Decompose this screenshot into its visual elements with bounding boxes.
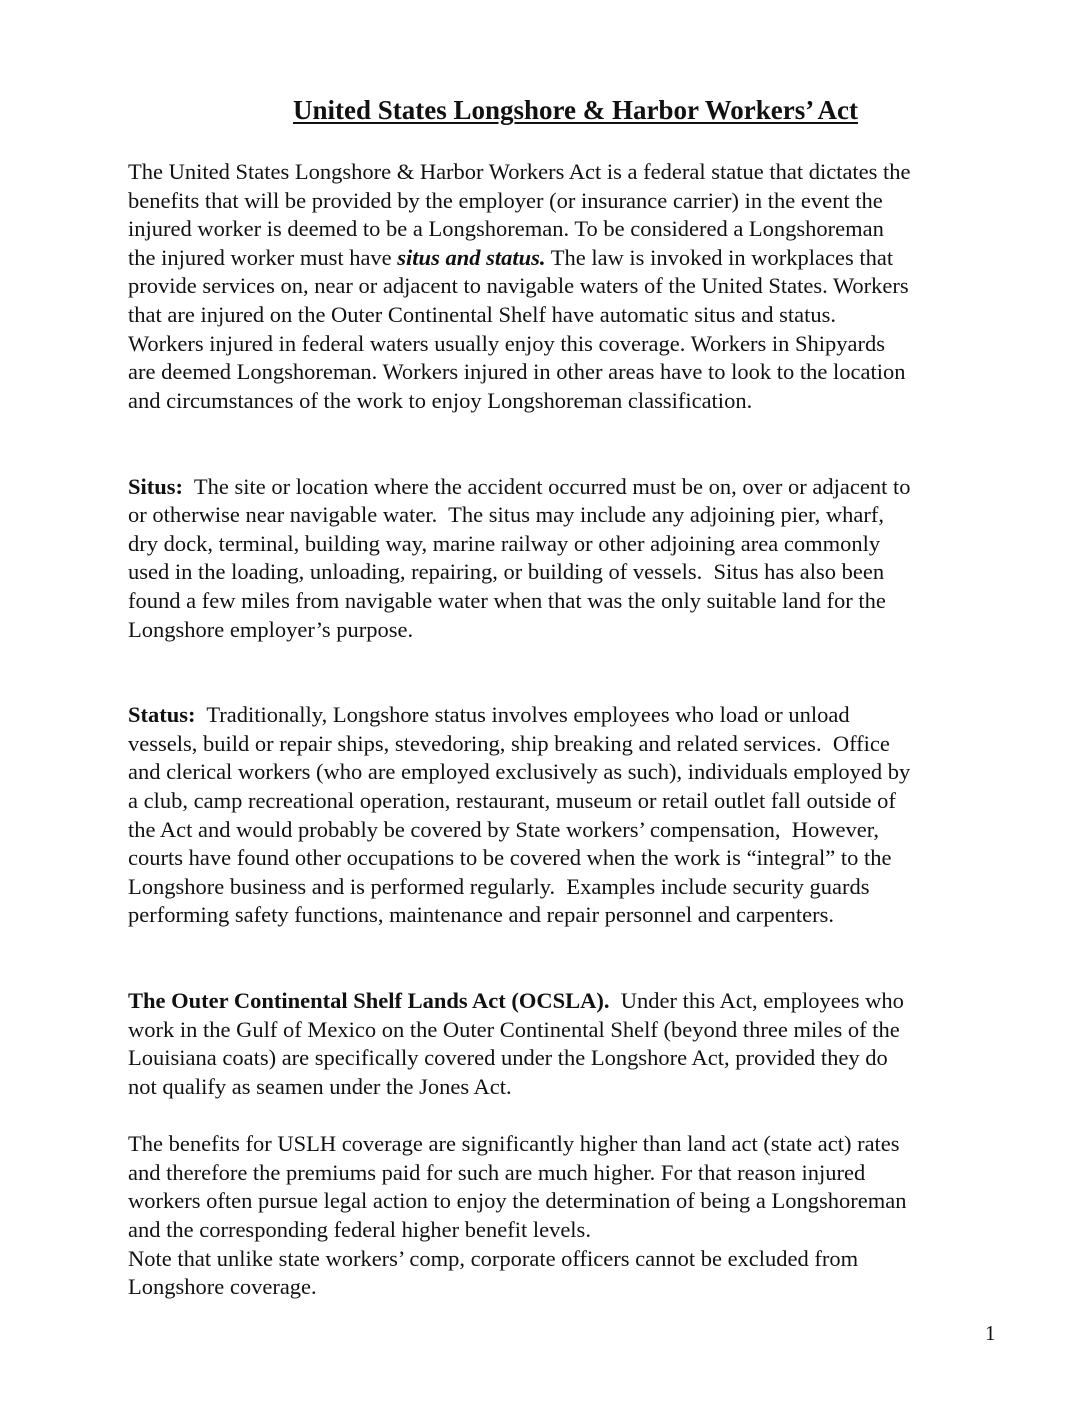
document-title: United States Longshore & Harbor Workers’ Act — [293, 95, 858, 125]
paragraph-gap — [128, 930, 1028, 959]
intro-line — [128, 244, 1028, 273]
situs-line: found a few miles from navigable water when that was the only suitable land for the — [128, 587, 886, 613]
ocsla-line: not qualify as seamen under the Jones Act. — [128, 1074, 512, 1099]
benefits-line: and the corresponding federal higher benefit levels. — [128, 1216, 591, 1242]
ocsla-line: Louisiana coats) are specifically covered under the Longshore Act, provided they do — [128, 1045, 888, 1071]
intro-paragraph — [128, 158, 1028, 415]
status-text: Traditionally, Longshore status involves employees who load or unload — [195, 702, 850, 728]
situs-line: used in the loading, unloading, repairing, or building of vessels. Situs has also been — [128, 559, 885, 585]
status-line: the Act and would probably be covered by State workers’ compensation, However, — [128, 816, 879, 842]
ocsla-label: The Outer Continental Shelf Lands Act (OCSLA). — [128, 988, 610, 1014]
situs-line — [128, 473, 1028, 502]
intro-line: injured worker is deemed to be a Longshoreman. To be considered a Longshoreman — [128, 216, 884, 242]
situs-line: dry dock, terminal, building way, marine railway or other adjoining area commonly — [128, 530, 881, 556]
status-line: Longshore business and is performed regularly. Examples include security guards — [128, 873, 870, 899]
ocsla-line: work in the Gulf of Mexico on the Outer Continental Shelf (beyond three miles of the — [128, 1016, 900, 1042]
benefits-paragraph — [128, 1130, 1028, 1302]
intro-line: Workers injured in federal waters usually enjoy this coverage. Workers in Shipyards — [128, 330, 886, 356]
situs-line: Longshore employer’s purpose. — [128, 616, 414, 642]
intro-line: are deemed Longshoreman. Workers injured in other areas have to look to the location — [128, 359, 906, 385]
status-line: performing safety functions, maintenance and repair personnel and carpenters. — [128, 902, 834, 928]
document-body — [128, 158, 1028, 1302]
status-line: and clerical workers (who are employed exclusively as such), individuals employed by — [128, 759, 911, 785]
situs-line: or otherwise near navigable water. The situs may include any adjoining pier, wharf, — [128, 502, 884, 528]
ocsla-text: Under this Act, employees who — [609, 988, 904, 1014]
status-label: Status: — [128, 702, 196, 728]
status-line: vessels, build or repair ships, stevedoring, ship breaking and related services. Office — [128, 730, 890, 756]
intro-line: that are injured on the Outer Continental Shelf have automatic situs and status. — [128, 301, 836, 327]
intro-line: and circumstances of the work to enjoy Longshoreman classification. — [128, 387, 753, 413]
status-line: a club, camp recreational operation, restaurant, museum or retail outlet fall outside of — [128, 788, 896, 814]
status-paragraph — [128, 673, 1028, 930]
benefits-line: and therefore the premiums paid for such are much higher. For that reason injured — [128, 1159, 866, 1185]
situs-text: The site or location where the accident occurred must be on, over or adjacent to — [183, 473, 911, 499]
ocsla-paragraph — [128, 959, 1028, 1102]
intro-text: the injured worker must have — [128, 244, 398, 270]
intro-line: The United States Longshore & Harbor Workers Act is a federal statue that dictates the — [128, 159, 911, 184]
situs-paragraph — [128, 444, 1028, 644]
situs-and-status-emphasis: situs and status. — [397, 244, 546, 270]
page-number: 1 — [985, 1321, 996, 1345]
benefits-line: The benefits for USLH coverage are significantly higher than land act (state act) rates — [128, 1131, 900, 1157]
status-line: courts have found other occupations to be covered when the work is “integral” to the — [128, 845, 892, 871]
situs-label: Situs: — [128, 473, 184, 499]
benefits-line: workers often pursue legal action to enjoy the determination of being a Longshoreman — [128, 1188, 907, 1214]
intro-line: benefits that will be provided by the employer (or insurance carrier) in the event the — [128, 187, 883, 213]
paragraph-gap — [128, 644, 1028, 673]
intro-text: The law is invoked in workplaces that — [545, 244, 894, 270]
status-line — [128, 701, 1028, 730]
ocsla-line — [128, 987, 1028, 1016]
benefits-line: Longshore coverage. — [128, 1274, 317, 1300]
intro-line: provide services on, near or adjacent to navigable waters of the United States. Workers — [128, 273, 909, 299]
benefits-line: Note that unlike state workers’ comp, corporate officers cannot be excluded from — [128, 1245, 859, 1271]
paragraph-gap — [128, 1102, 1028, 1131]
paragraph-gap — [128, 415, 1028, 444]
